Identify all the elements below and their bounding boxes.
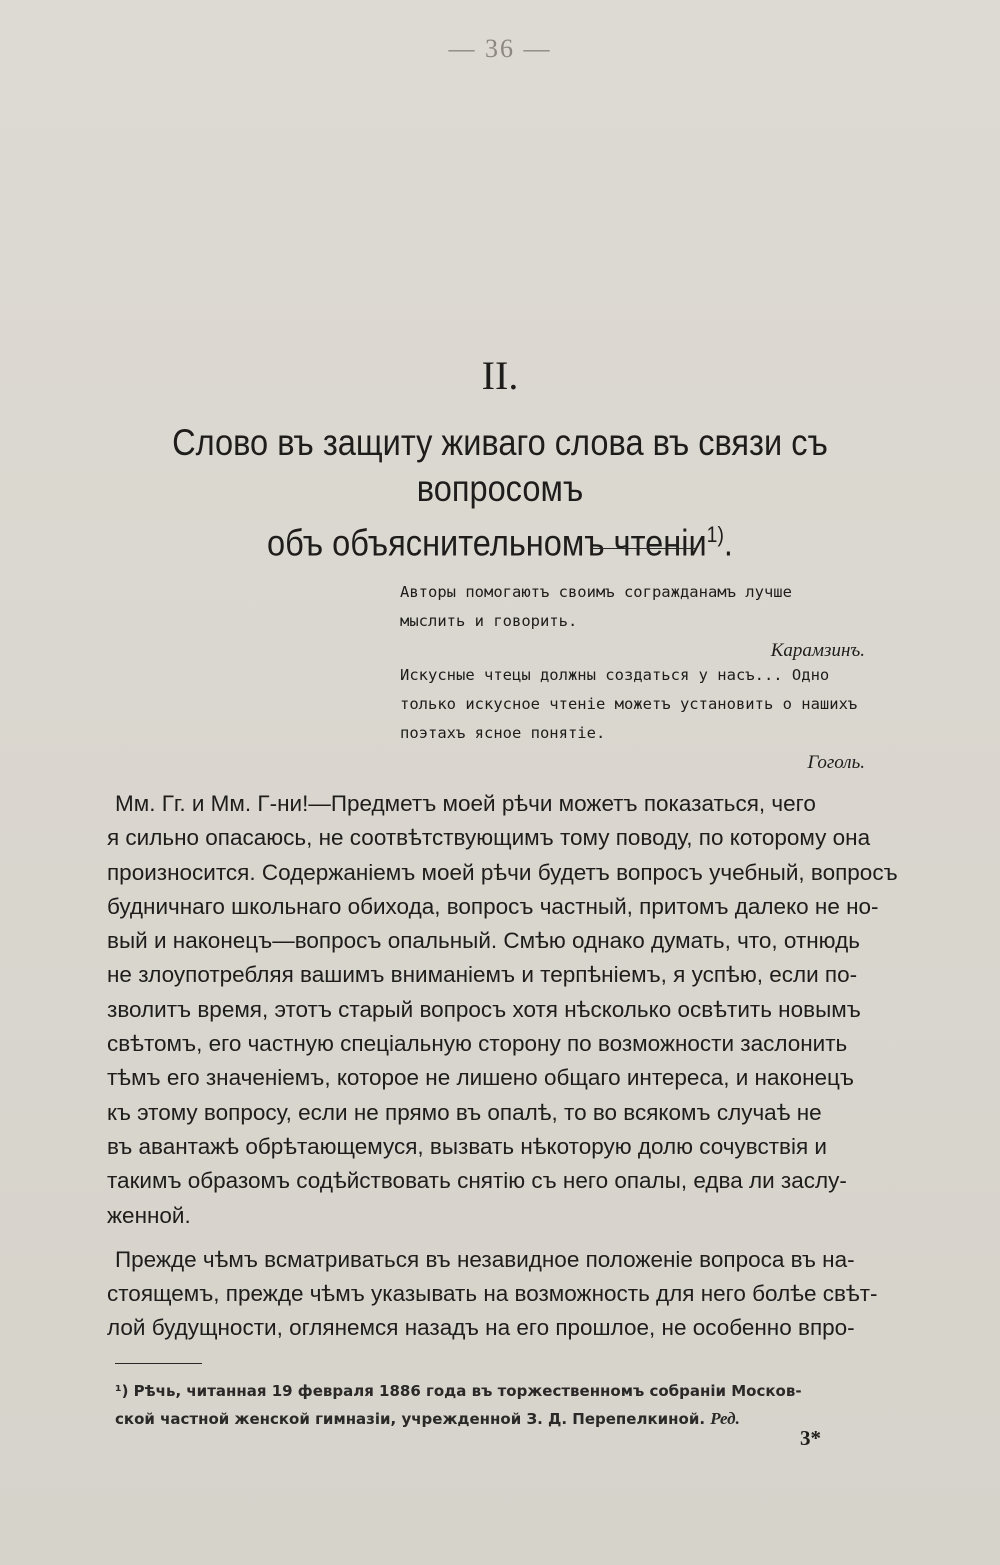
footnote-line: ¹) Рѣчь, читанная 19 февраля 1886 года въ торжественномъ собраніи Москов- (115, 1382, 802, 1400)
text-line: такимъ образомъ содѣйствовать снятію съ него опалы, едва ли заслу- (107, 1168, 847, 1194)
page-number: — 36 — (448, 34, 552, 63)
text-line: свѣтомъ, его частную спеціальную сторону по возможности заслонить (107, 1031, 848, 1057)
text-line: къ этому вопросу, если не прямо въ опалѣ, то во всякомъ случаѣ не (107, 1099, 822, 1125)
text-line: Мм. Гг. и Мм. Г-ни!—Предметъ моей рѣчи можетъ показаться, чего (115, 791, 816, 816)
text-line: Прежде чѣмъ всматриваться въ незавидное положеніе вопроса въ на- (115, 1246, 855, 1272)
footnote-line (115, 1405, 905, 1433)
title-line-1: Слово въ защиту живаго слова въ связи съ вопросомъ (172, 422, 828, 509)
footnote (115, 1378, 905, 1433)
epigraph-line: Авторы помогаютъ своимъ согражданамъ лучше (400, 583, 792, 601)
text-line: будничнаго школьнаго обихода, вопросъ частный, притомъ далеко не но- (107, 893, 879, 919)
text-line: стоящемъ, прежде чѣмъ указывать на возможность для него болѣе свѣт- (107, 1281, 878, 1307)
paragraph-2 (107, 1243, 893, 1346)
title-footnote-marker[interactable]: 1) (706, 522, 724, 547)
chapter-title (130, 420, 869, 566)
epigraph-karamzin (400, 578, 905, 665)
epigraph-line: Искусные чтецы должны создаться у насъ... Одно (400, 666, 830, 684)
epigraph-line: только искусное чтеніе можетъ установить о нашихъ (400, 695, 858, 713)
epigraph-divider (592, 548, 697, 549)
paragraph-1 (107, 787, 898, 1233)
epigraph-line: мыслить и говорить. (400, 612, 578, 630)
text-line: лой будущности, оглянемся назадъ на его прошлое, не особенно впро- (107, 1315, 855, 1341)
epigraph-author: Гоголь. (807, 752, 865, 773)
text-line: въ авантажѣ обрѣтающемуся, вызвать нѣкоторую долю сочувствія и (107, 1133, 827, 1159)
text-line: произносится. Содержаніемъ моей рѣчи будетъ вопросъ учебный, вопросъ (107, 859, 898, 885)
body-text (107, 787, 898, 1346)
text-line: зволитъ время, этотъ старый вопросъ хотя нѣсколько освѣтить новымъ (107, 996, 861, 1022)
footnote-divider (115, 1363, 202, 1364)
text-line: женной. (107, 1202, 191, 1228)
text-line: вый и наконецъ—вопросъ опальный. Смѣю однако думать, что, отнюдь (107, 928, 860, 954)
section-numeral: II. (481, 353, 519, 398)
epigraph-line: поэтахъ ясное понятіе. (400, 724, 606, 742)
text-line: не злоупотребляя вашимъ вниманіемъ и терпѣніемъ, я успѣю, если по- (107, 962, 858, 988)
epigraph-author: Карамзинъ. (770, 640, 865, 661)
title-line-2-text: объ объяснительномъ чтеніи (267, 522, 707, 564)
signature-mark: 3* (800, 1426, 821, 1450)
editor-mark: Ред. (710, 1409, 740, 1428)
title-line-2-end: . (723, 522, 733, 564)
footnote-line-text: ской частной женской гимназіи, учрежденной З. Д. Перепелкиной. (115, 1410, 706, 1428)
title-line-2 (130, 512, 869, 566)
text-line: тѣмъ его значеніемъ, которое не лишено общаго интереса, и наконецъ (107, 1065, 854, 1091)
text-line: я сильно опасаюсь, не соотвѣтствующимъ тому поводу, по которому она (107, 825, 871, 851)
epigraph-gogol (400, 661, 905, 777)
